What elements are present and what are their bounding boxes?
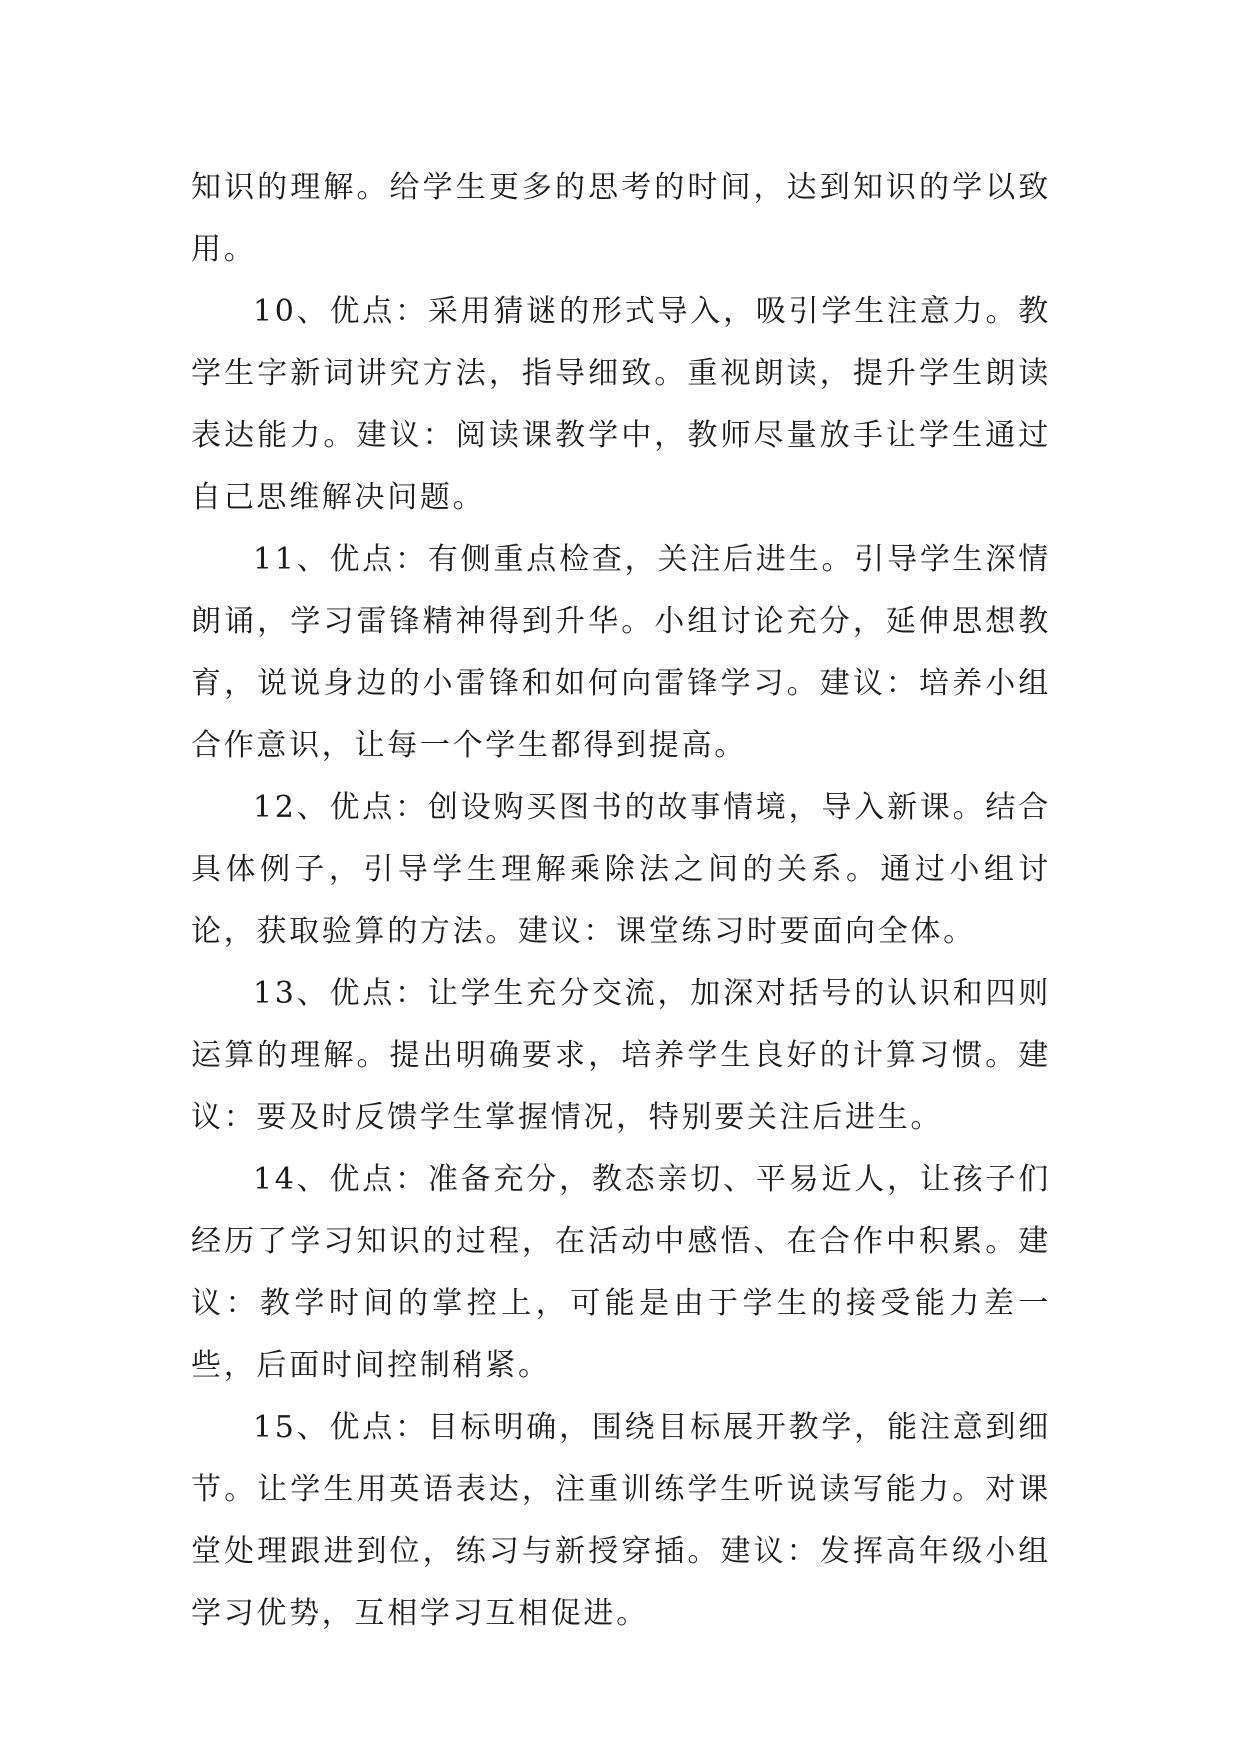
- paragraph-continuation: 知识的理解。给学生更多的思考的时间，达到知识的学以致用。: [191, 170, 1051, 267]
- document-body: [191, 157, 1051, 1645]
- paragraph-item-13: 13、优点：让学生充分交流，加深对括号的认识和四则运算的理解。提出明确要求，培养学生良好的计算习惯。建议：要及时反馈学生掌握情况，特别要关注后进生。: [191, 976, 1051, 1135]
- paragraph-item-14: 14、优点：准备充分，教态亲切、平易近人，让孩子们经历了学习知识的过程，在活动中感悟、在合作中积累。建议：教学时间的掌控上，可能是由于学生的接受能力差一些，后面时间控制稍紧。: [191, 1162, 1051, 1383]
- paragraph-item-15: 15、优点：目标明确，围绕目标展开教学，能注意到细节。让学生用英语表达，注重训练学生听说读写能力。对课堂处理跟进到位，练习与新授穿插。建议：发挥高年级小组学习优势，互相学习互相促进。: [191, 1410, 1051, 1631]
- paragraph-item-11: 11、优点：有侧重点检查，关注后进生。引导学生深情朗诵，学习雷锋精神得到升华。小组讨论充分，延伸思想教育，说说身边的小雷锋和如何向雷锋学习。建议：培养小组合作意识，让每一个学生都得到提高。: [191, 542, 1051, 763]
- paragraph-item-12: 12、优点：创设购买图书的故事情境，导入新课。结合具体例子，引导学生理解乘除法之间的关系。通过小组讨论，获取验算的方法。建议：课堂练习时要面向全体。: [191, 790, 1051, 949]
- paragraph-item-10: 10、优点：采用猜谜的形式导入，吸引学生注意力。教学生字新词讲究方法，指导细致。重视朗读，提升学生朗读表达能力。建议：阅读课教学中，教师尽量放手让学生通过自己思维解决问题。: [191, 294, 1051, 515]
